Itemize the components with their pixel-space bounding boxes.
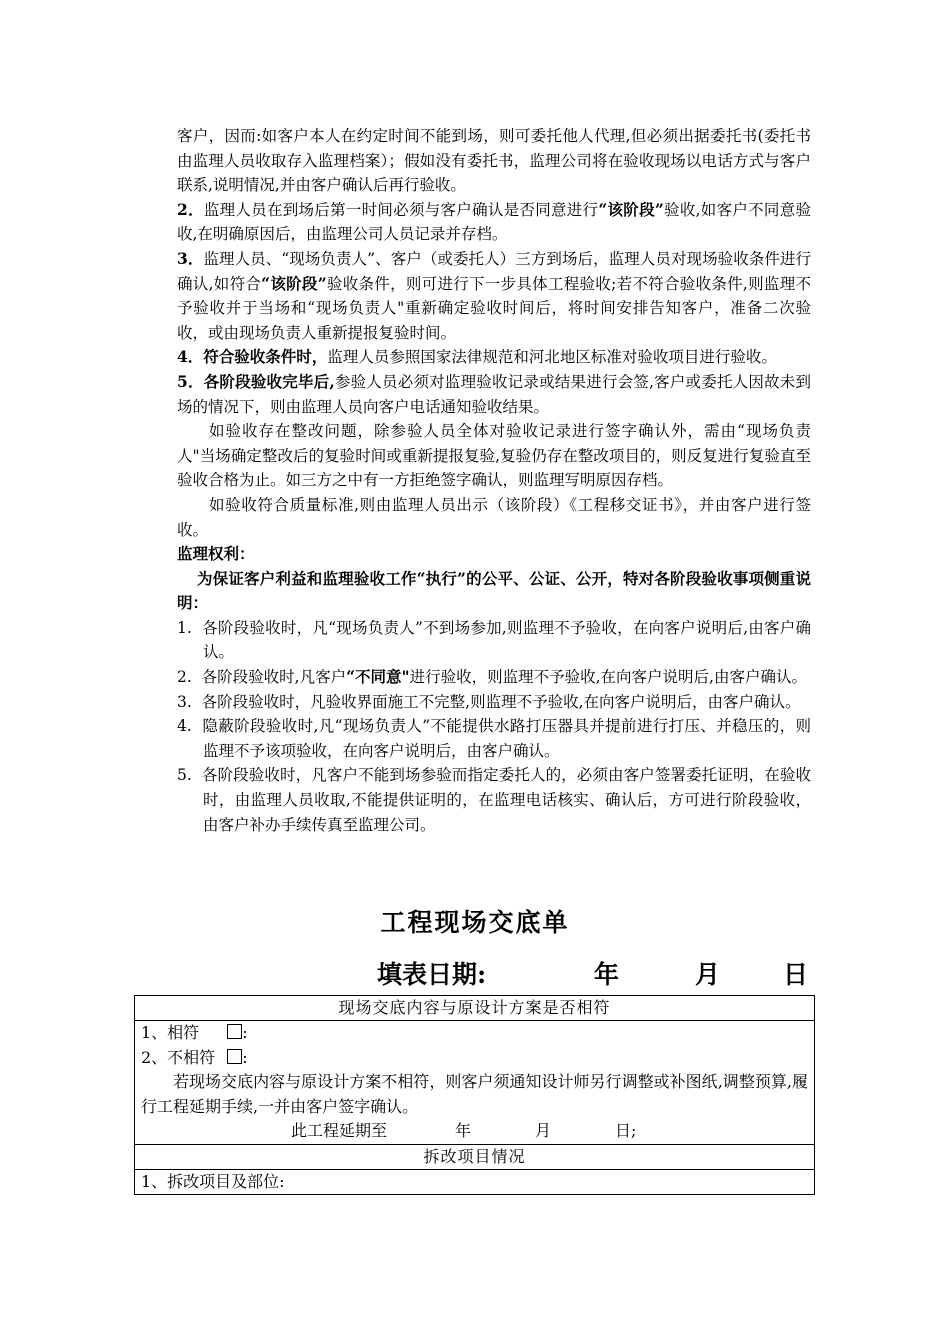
rights-item-5: 5. 各阶段验收时，凡客户不能到场参验而指定委托人的，必须由客户签署委托证明，在验收时，由监理人员收取,不能提供证明的，在监理电话核实、确认后，方可进行阶段验收，由客户补办手续传真至监理公司。 (177, 766, 811, 834)
acceptance-procedure-text (177, 124, 811, 837)
paragraph-5: 5．各阶段验收完毕后,参验人员必须对监理验收记录或结果进行会签,客户或委托人因故未到场的情况下，则由监理人员向客户电话通知验收结果。 (177, 371, 811, 416)
paragraph-4: 4．符合验收条件时，监理人员参照国家法律规范和河北地区标准对验收项目进行验收。 (177, 347, 777, 367)
rights-intro: 为保证客户利益和监理验收工作“执行”的公平、公证、公开，特对各阶段验收事项侧重说明： (177, 568, 811, 613)
fill-date-label: 填表日期: (377, 960, 487, 989)
extension-line: 此工程延期至 年 月 日; (291, 1121, 637, 1140)
rights-item-4: 4. 隐蔽阶段验收时,凡“现场负责人”不能提供水路打压器具并提前进行打压、并稳压的，则监理不予该项验收，在向客户说明后，由客户确认。 (177, 717, 811, 760)
handover-form-table (134, 995, 815, 1195)
match-checkbox[interactable] (227, 1024, 242, 1039)
form-title: 工程现场交底单 (380, 908, 570, 937)
paragraph-6: 如验收存在整改问题，除参验人员全体对验收记录进行签字确认外，需由“现场负责人"当场确定整改后的复验时间或重新提报复验,复验仍存在整改项目的，则反复进行复验直至验收合格为止。如三方之中有一方拒绝签字确认，则监理写明原因存档。 (177, 422, 811, 490)
design-match-cell (135, 1021, 815, 1145)
paragraph-3: 3．监理人员、“现场负责人”、客户（或委托人）三方到场后，监理人员对现场验收条件进行确认,如符合“该阶段”验收条件，则可进行下一步具体工程验收;若不符合验收条件,则监理不予验收并于当场和“现场负责人"重新确定验收时间后，将时间安排告知客户，准备二次验收，或由现场负责人重新提报复验时间。 (177, 248, 811, 342)
mismatch-note: 若现场交底内容与原设计方案不相符，则客户须通知设计师另行调整或补图纸,调整预算,履行工程延期手续,一并由客户签字确认。 (141, 1072, 808, 1116)
demolition-items-field[interactable]: 1、拆改项目及部位: (135, 1169, 815, 1194)
section-header-demolition: 拆改项目情况 (135, 1144, 815, 1169)
paragraph-7: 如验收符合质量标准,则由监理人员出示（该阶段）《工程移交证书》，并由客户进行签收。 (177, 495, 811, 539)
rights-item-3: 3. 各阶段验收时，凡验收界面施工不完整,则监理不予验收,在向客户说明后，由客户确认。 (177, 692, 801, 711)
rights-heading: 监理权利： (177, 544, 255, 564)
fill-date-month: 月 (695, 960, 721, 989)
mismatch-checkbox[interactable] (227, 1049, 242, 1064)
fill-date-day: 日 (783, 960, 809, 989)
option-mismatch: 2、不相符 : (141, 1047, 248, 1067)
rights-item-2: 2. 各阶段验收时,凡客户“不同意"进行验收，则监理不予验收,在向客户说明后,由客户确认。 (177, 667, 807, 687)
rights-item-1: 1. 各阶段验收时，凡“现场负责人”不到场参加,则监理不予验收，在向客户说明后,由客户确认。 (177, 618, 811, 662)
section-header-design-match: 现场交底内容与原设计方案是否相符 (135, 996, 815, 1021)
paragraph-2: 2．监理人员在到场后第一时间必须与客户确认是否同意进行“该阶段”验收,如客户不同意验收,在明确原因后，由监理公司人员记录并存档。 (177, 199, 811, 244)
fill-date-year: 年 (594, 960, 620, 989)
paragraph-1: 客户，因而:如客户本人在约定时间不能到场，则可委托他人代理,但必须出据委托书(委托书由监理人员收取存入监理档案）；假如没有委托书，监理公司将在验收现场以电话方式与客户联系,说明情况,并由客户确认后再行验收。 (177, 127, 811, 195)
fill-date-row (377, 955, 807, 989)
option-match: 1、相符 : (141, 1023, 248, 1042)
